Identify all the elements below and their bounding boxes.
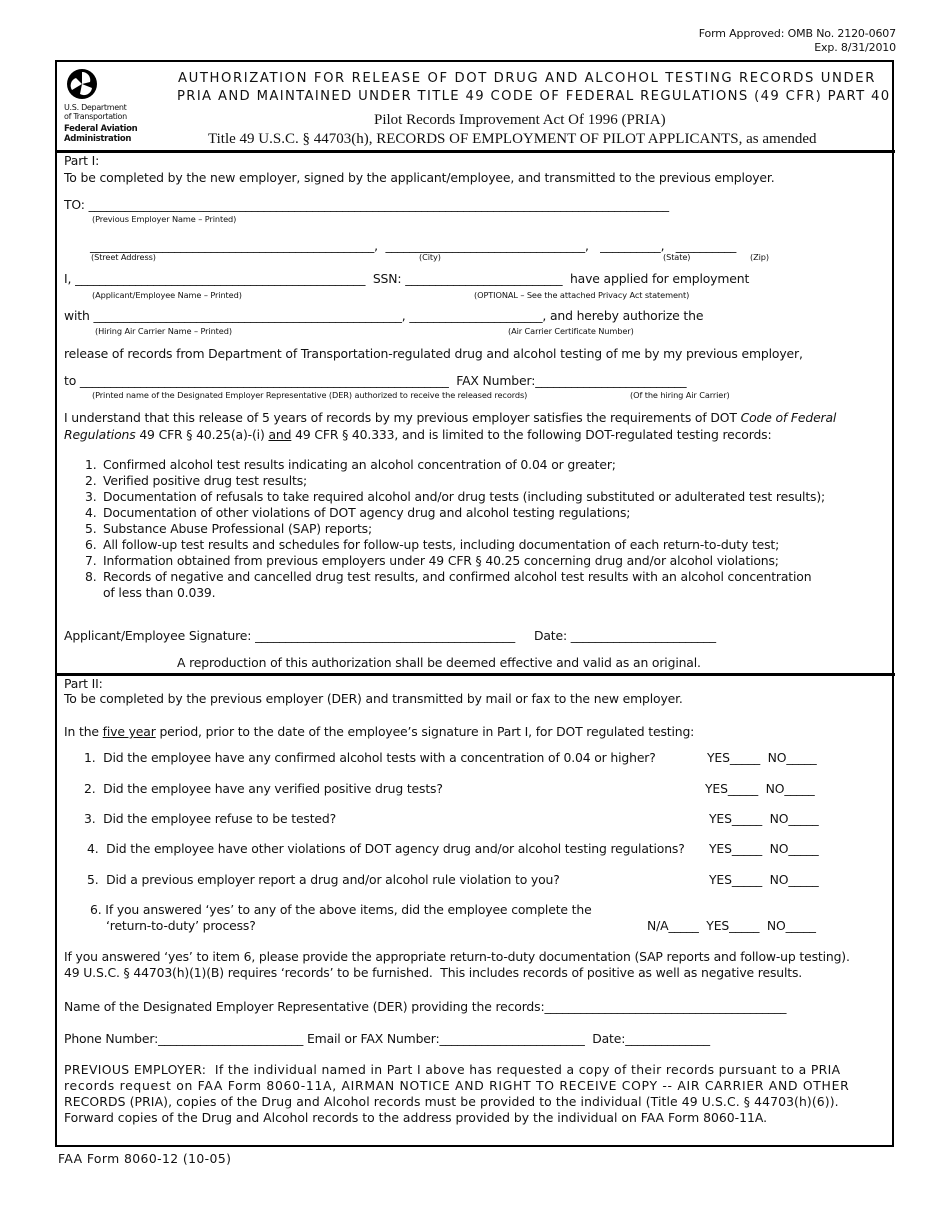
subtitle-statute: Title 49 U.S.C. § 44703(h), RECORDS OF EMPLOYMENT OF PILOT APPLICANTS, as amended [208,131,817,147]
applicant-ssn-field[interactable]: I, ________________________________________________ SSN: __________________________ have applied for employment [64,271,750,286]
form-title-line2: PRIA AND MAINTAINED UNDER TITLE 49 CODE OF FEDERAL REGULATIONS (49 CFR) PART 40 [177,89,891,104]
label-cert: (Air Carrier Certificate Number) [508,326,634,336]
label-carrier: (Hiring Air Carrier Name – Printed) [95,326,232,336]
list-item: Substance Abuse Professional (SAP) reports; [103,521,373,536]
question-4-answer[interactable]: YES_____ NO_____ [709,841,819,856]
question-5-answer[interactable]: YES_____ NO_____ [709,872,819,887]
label-street: (Street Address) [91,252,156,262]
address-fields[interactable]: _______________________________________________, _________________________________, __________, __________ [90,238,737,253]
list-item-number: 2. [85,473,97,488]
phone-email-date-field[interactable]: Phone Number:________________________ Email or FAX Number:________________________ Date:______________ [64,1031,710,1046]
dot-faa-logo [64,68,154,148]
understand-text-1: I understand that this release of 5 years of records by my previous employer satisfies the requirements of DOT Code of Federal [64,410,837,425]
previous-employer-field[interactable]: TO: ________________________________________________________________________________________________ [64,197,669,212]
der-name-field[interactable]: Name of the Designated Employer Representative (DER) providing the records:________________________________________ [64,999,787,1014]
list-item: Documentation of other violations of DOT agency drug and alcohol testing regulations; [103,505,631,520]
question-2: 2. Did the employee have any verified positive drug tests? [84,781,443,796]
list-item: Verified positive drug test results; [103,473,308,488]
list-item: Confirmed alcohol test results indicating an alcohol concentration of 0.04 or greater; [103,457,616,472]
question-6: 6. If you answered ‘yes’ to any of the above items, did the employee complete the [90,902,592,917]
list-item-number: 6. [85,537,97,552]
label-applicant: (Applicant/Employee Name – Printed) [92,290,242,300]
list-item: Information obtained from previous employers under 49 CFR § 40.25 concerning drug and/or alcohol violations; [103,553,779,568]
form-number: FAA Form 8060-12 (10-05) [58,1151,232,1166]
list-item-number: 7. [85,553,97,568]
question-4: 4. Did the employee have other violations of DOT agency drug and/or alcohol testing regulations? [87,841,685,856]
previous-employer-note-4: Forward copies of the Drug and Alcohol records to the address provided by the individual on FAA Form 8060-11A. [64,1110,768,1125]
expiration-date: Exp. 8/31/2010 [814,41,896,54]
signature-date-field[interactable]: Applicant/Employee Signature: ___________________________________________ Date: ________________________ [64,628,716,643]
dept-name: U.S. Department of Transportation [64,103,127,121]
question-6-answer[interactable]: N/A_____ YES_____ NO_____ [647,918,816,933]
item-8-continued: of less than 0.039. [103,585,216,600]
question-5: 5. Did a previous employer report a drug and/or alcohol rule violation to you? [87,872,560,887]
previous-employer-note-3: RECORDS (PRIA), copies of the Drug and Alcohol records must be provided to the individual (Title 49 U.S.C. § 44703(h)(6)). [64,1094,839,1109]
previous-employer-note-2: records request on FAA Form 8060-11A, AIRMAN NOTICE AND RIGHT TO RECEIVE COPY -- AIR CARRIER AND OTHER [64,1078,850,1093]
list-item-number: 4. [85,505,97,520]
list-item-number: 8. [85,569,97,584]
period-text: In the five year period, prior to the date of the employee’s signature in Part I, for DOT regulated testing: [64,724,695,739]
list-item-number: 3. [85,489,97,504]
part1-intro: To be completed by the new employer, signed by the applicant/employee, and transmitted to the previous employer. [64,170,775,185]
label-zip: (Zip) [750,252,769,262]
previous-employer-note-1: PREVIOUS EMPLOYER: If the individual named in Part I above has requested a copy of their records pursuant to a PRIA [64,1062,841,1077]
subtitle-act: Pilot Records Improvement Act Of 1996 (PRIA) [374,112,666,128]
list-item: Records of negative and cancelled drug test results, and confirmed alcohol test results with an alcohol concentration [103,569,812,584]
divider [55,150,895,153]
label-city: (City) [419,252,441,262]
label-der: (Printed name of the Designated Employer Representative (DER) authorized to receive the released records) [92,390,528,400]
label-ssn: (OPTIONAL – See the attached Privacy Act statement) [474,290,690,300]
question-6-continued: ‘return-to-duty’ process? [106,918,256,933]
dot-triskelion-icon [66,68,98,100]
release-text: release of records from Department of Transportation-regulated drug and alcohol testing of me by my previous employer, [64,346,803,361]
der-fax-field[interactable]: to _____________________________________________________________ FAX Number:_________________________ [64,373,687,388]
faa-name: Federal Aviation Administration [64,124,138,144]
omb-number: Form Approved: OMB No. 2120-0607 [698,27,896,40]
label-fax: (Of the hiring Air Carrier) [630,390,730,400]
label-previous-employer: (Previous Employer Name – Printed) [92,214,237,224]
question-2-answer[interactable]: YES_____ NO_____ [705,781,815,796]
list-item: All follow-up test results and schedules for follow-up tests, including documentation of each return-to-duty test; [103,537,780,552]
question-3-answer[interactable]: YES_____ NO_____ [709,811,819,826]
question-1-answer[interactable]: YES_____ NO_____ [707,750,817,765]
hiring-carrier-field[interactable]: with ___________________________________________________, ______________________, and hereby authorize the [64,308,704,323]
label-state: (State) [663,252,691,262]
divider [55,673,895,676]
list-item-number: 5. [85,521,97,536]
list-item: Documentation of refusals to take required alcohol and/or drug tests (including substituted or adulterated test results); [103,489,826,504]
part1-heading: Part I: [64,153,100,168]
rtd-text-1: If you answered ‘yes’ to item 6, please provide the appropriate return-to-duty documentation (SAP reports and follow-up testing). [64,949,850,964]
understand-text-2: Regulations 49 CFR § 40.25(a)-(i) and 49 CFR § 40.333, and is limited to the following DOT-regulated testing records: [64,427,772,442]
form-title-line1: AUTHORIZATION FOR RELEASE OF DOT DRUG AND ALCOHOL TESTING RECORDS UNDER [178,71,876,86]
reproduction-notice: A reproduction of this authorization shall be deemed effective and valid as an original. [177,655,701,670]
question-1: 1. Did the employee have any confirmed alcohol tests with a concentration of 0.04 or higher? [84,750,656,765]
list-item-number: 1. [85,457,97,472]
part2-intro: To be completed by the previous employer (DER) and transmitted by mail or fax to the new employer. [64,691,683,706]
question-3: 3. Did the employee refuse to be tested? [84,811,337,826]
part2-heading: Part II: [64,676,103,691]
rtd-text-2: 49 U.S.C. § 44703(h)(1)(B) requires ‘records’ to be furnished. This includes records of positive as well as negative results. [64,965,803,980]
